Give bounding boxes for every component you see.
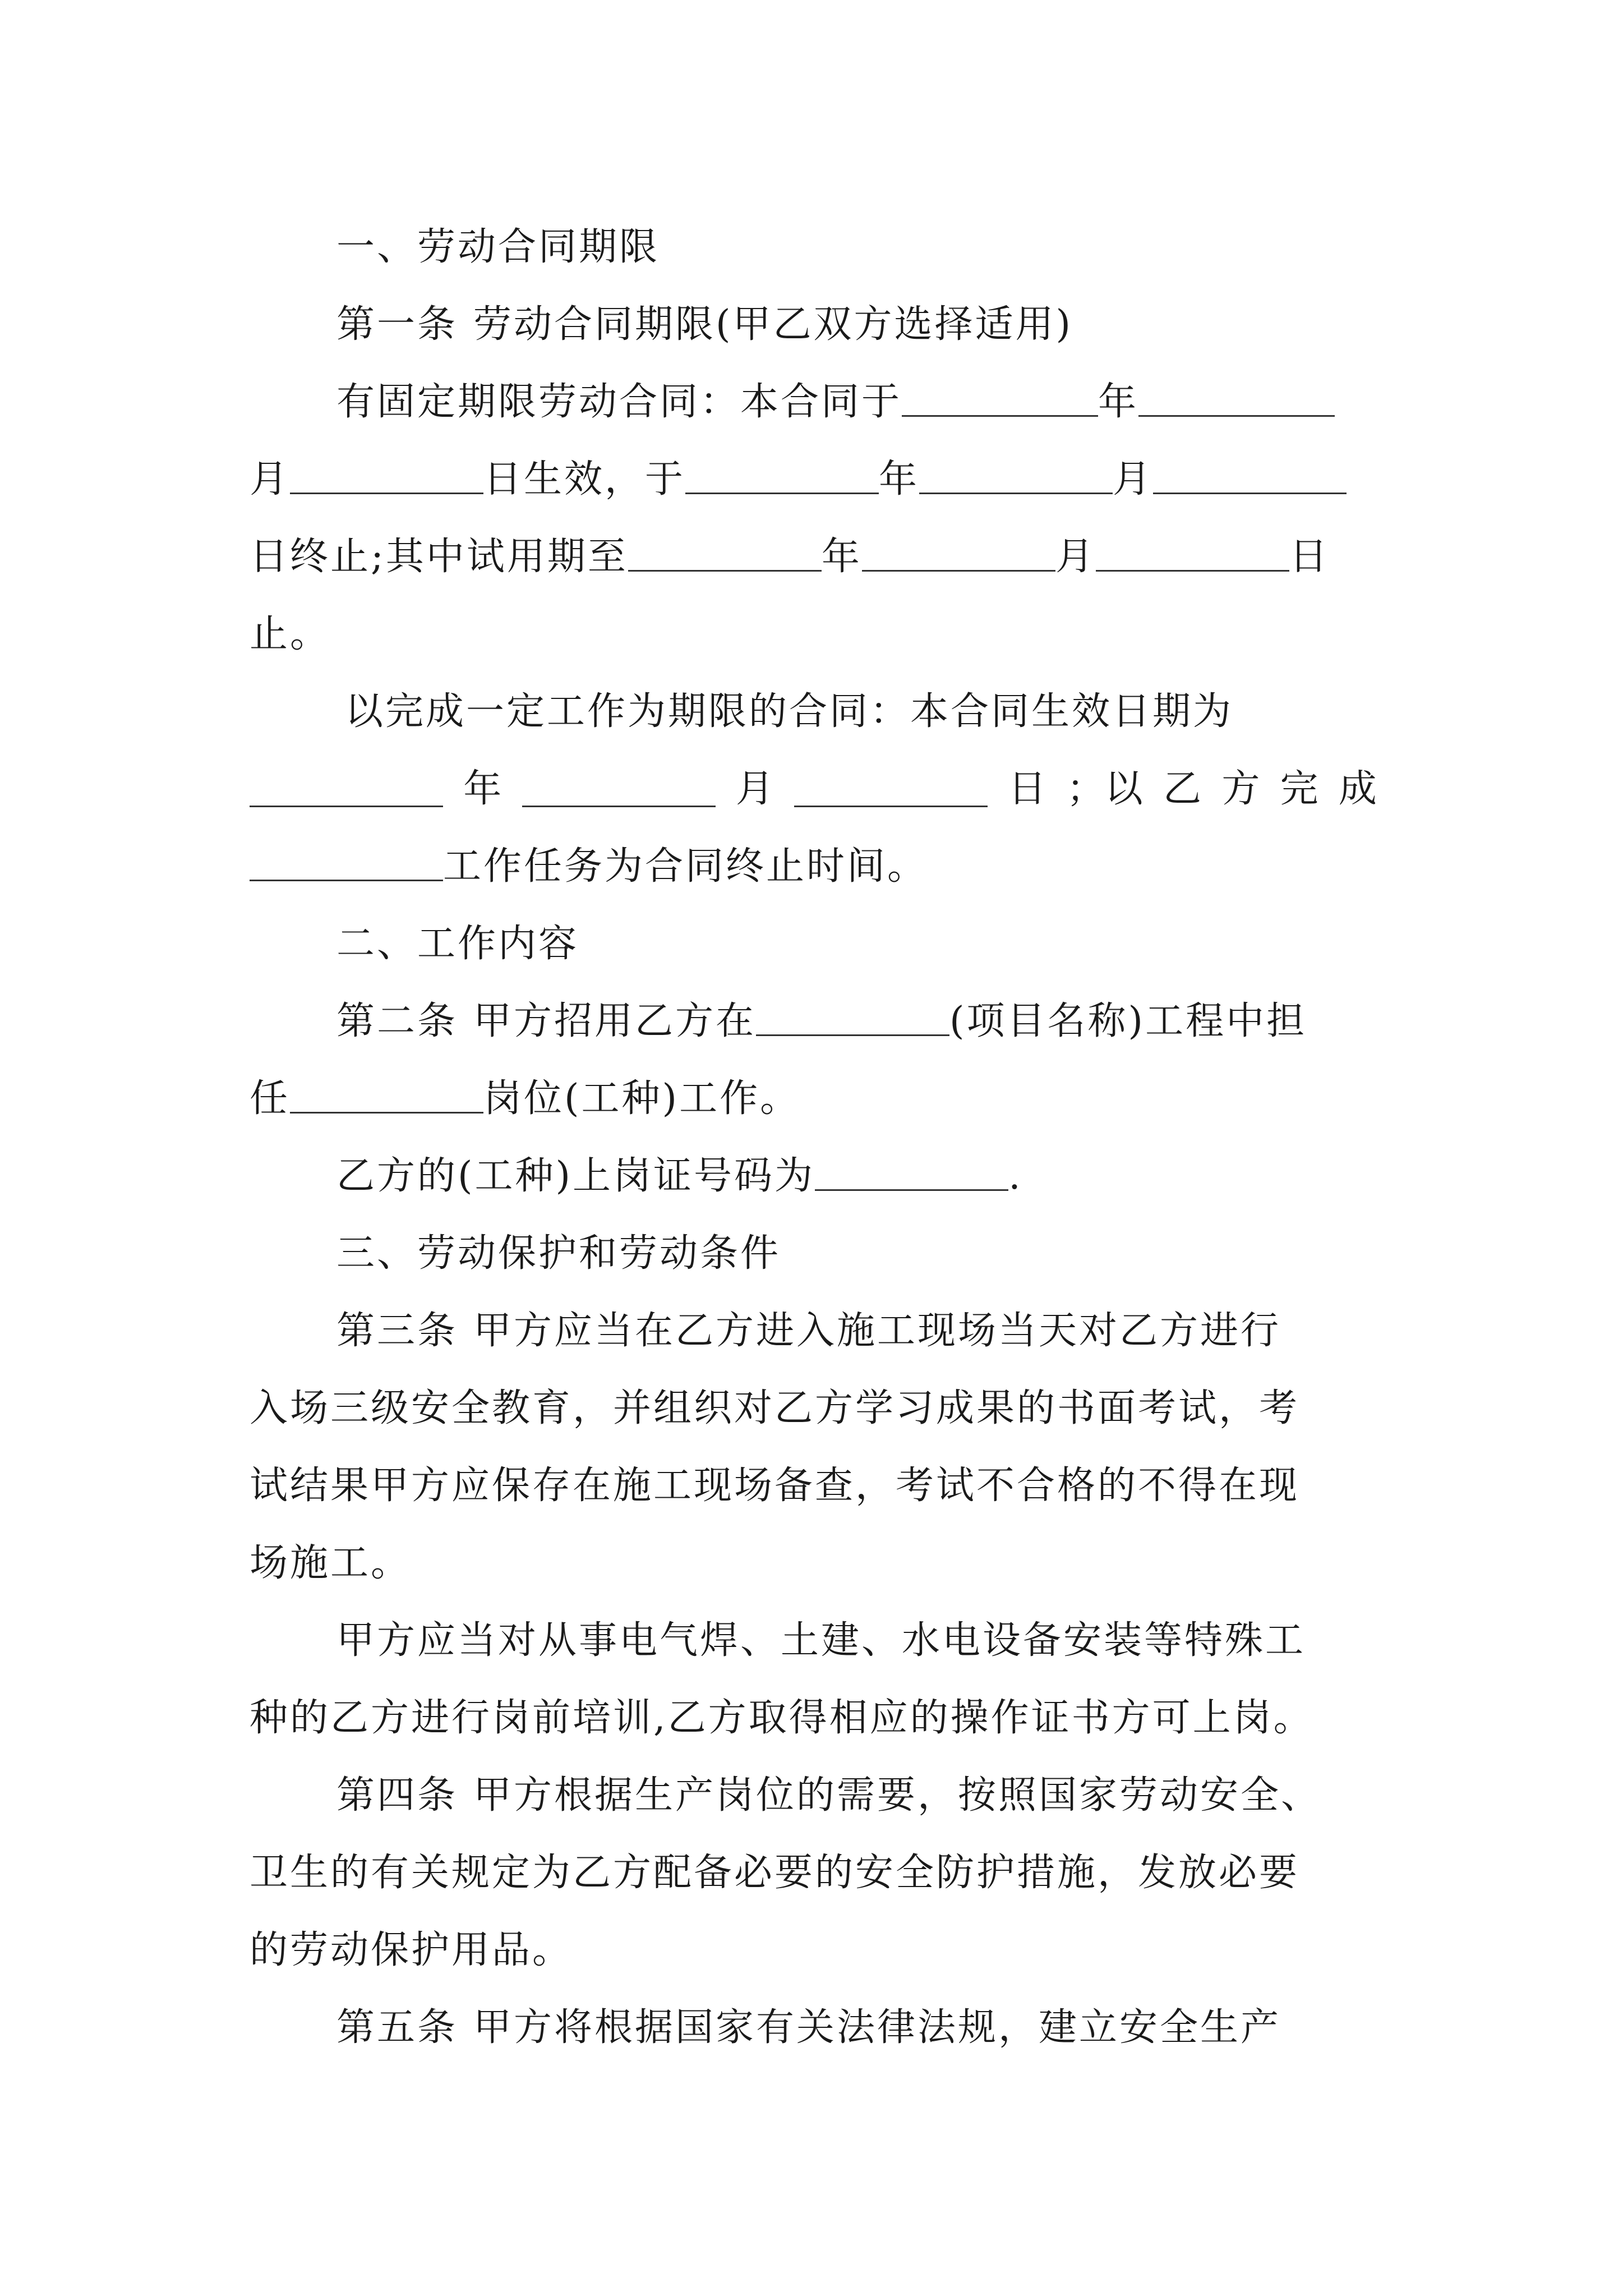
text-run: 甲方招用乙方在	[473, 999, 757, 1043]
article-heading	[250, 286, 1377, 364]
fill-blank[interactable]	[628, 536, 822, 572]
article-number: 第五条	[336, 2005, 458, 2050]
text-run: 月	[735, 767, 774, 811]
paragraph-line	[250, 828, 1377, 905]
text-run: 任	[250, 1076, 291, 1121]
text-run: 月	[250, 457, 291, 501]
text-run: 甲方根据生产岗位的需要，按照国家劳动安全、	[473, 1773, 1322, 1818]
fill-blank[interactable]	[902, 381, 1098, 417]
text-run: 岗位(工种)工作。	[483, 1076, 801, 1121]
text-run: 有固定期限劳动合同：本合同于	[336, 380, 902, 424]
section-heading: 一、劳动合同期限	[336, 225, 660, 269]
fill-blank[interactable]	[250, 846, 443, 881]
text-run: 月	[1055, 535, 1096, 579]
fill-blank[interactable]	[522, 772, 716, 807]
article-number: 第二条	[336, 999, 458, 1043]
fill-blank[interactable]	[756, 1001, 949, 1036]
article-number: 第一条	[336, 302, 458, 347]
section-heading: 三、劳动保护和劳动条件	[336, 1231, 781, 1276]
paragraph-line	[250, 364, 1377, 441]
text-run: 方	[1221, 767, 1260, 811]
paragraph-line	[250, 1292, 1377, 1370]
fill-blank[interactable]	[815, 1156, 1008, 1191]
paragraph-line: 止。	[250, 612, 331, 656]
text-run: 甲方应当在乙方进入施工现场当天对乙方进行	[473, 1309, 1281, 1353]
article-number: 第三条	[336, 1309, 458, 1353]
text-run: 日	[1008, 767, 1046, 811]
article-title: 劳动合同期限(甲乙双方选择适用)	[473, 302, 1073, 347]
fill-blank[interactable]	[1138, 381, 1335, 417]
paragraph-line: 以完成一定工作为期限的合同：本合同生效日期为	[345, 689, 1234, 734]
text-run: .	[1008, 1154, 1023, 1198]
text-run: 乙方的(工种)上岗证号码为	[336, 1154, 815, 1198]
paragraph-line	[250, 518, 1377, 596]
text-run: 日生效，于	[483, 457, 686, 501]
paragraph-line: 入场三级安全教育，并组织对乙方学习成果的书面考试，考	[250, 1386, 1300, 1430]
paragraph-line: 卫生的有关规定为乙方配备必要的安全防护措施，发放必要	[250, 1851, 1300, 1895]
fill-blank[interactable]	[250, 772, 443, 807]
paragraph-line	[250, 1757, 1377, 1834]
fill-blank[interactable]	[290, 459, 483, 494]
fill-blank[interactable]	[685, 459, 879, 494]
text-run: 年	[1098, 380, 1139, 424]
text-run: (项目名称)工程中担	[949, 999, 1307, 1043]
text-run: 月	[1113, 457, 1154, 501]
fill-blank[interactable]	[290, 1078, 483, 1114]
paragraph-line	[250, 1989, 1377, 2067]
section-heading: 二、工作内容	[336, 922, 579, 966]
fill-blank[interactable]	[919, 459, 1113, 494]
text-run: 甲方将根据国家有关法律法规，建立安全生产	[473, 2005, 1281, 2050]
text-run: 年	[879, 457, 920, 501]
fill-blank[interactable]	[1153, 459, 1347, 494]
fill-blank[interactable]	[862, 536, 1055, 572]
paragraph-line: 的劳动保护用品。	[250, 1928, 573, 1972]
text-run: 成	[1338, 767, 1377, 811]
document-body	[250, 209, 1377, 2067]
fill-blank[interactable]	[1096, 536, 1289, 572]
text-run: 日终止;其中试用期至	[250, 535, 628, 579]
text-run: 乙	[1163, 767, 1202, 811]
paragraph-line	[250, 751, 1377, 828]
paragraph-line	[250, 1060, 1377, 1138]
paragraph-line: 场施工。	[250, 1541, 412, 1585]
text-run: 完	[1280, 767, 1318, 811]
text-run: 日	[1289, 535, 1330, 579]
text-run: ；以	[1066, 767, 1143, 811]
text-run: 年	[821, 535, 862, 579]
paragraph-line	[250, 441, 1377, 518]
paragraph-line: 甲方应当对从事电气焊、土建、水电设备安装等特殊工	[336, 1618, 1306, 1663]
text-run: 工作任务为合同终止时间。	[443, 844, 928, 889]
paragraph-line	[250, 983, 1377, 1060]
paragraph-line: 种的乙方进行岗前培训,乙方取得相应的操作证书方可上岗。	[250, 1696, 1314, 1740]
text-run: 年	[463, 767, 502, 811]
fill-blank[interactable]	[794, 772, 988, 807]
article-number: 第四条	[336, 1773, 458, 1818]
paragraph-line: 试结果甲方应保存在施工现场备查，考试不合格的不得在现	[250, 1464, 1300, 1508]
paragraph-line	[250, 1138, 1377, 1215]
